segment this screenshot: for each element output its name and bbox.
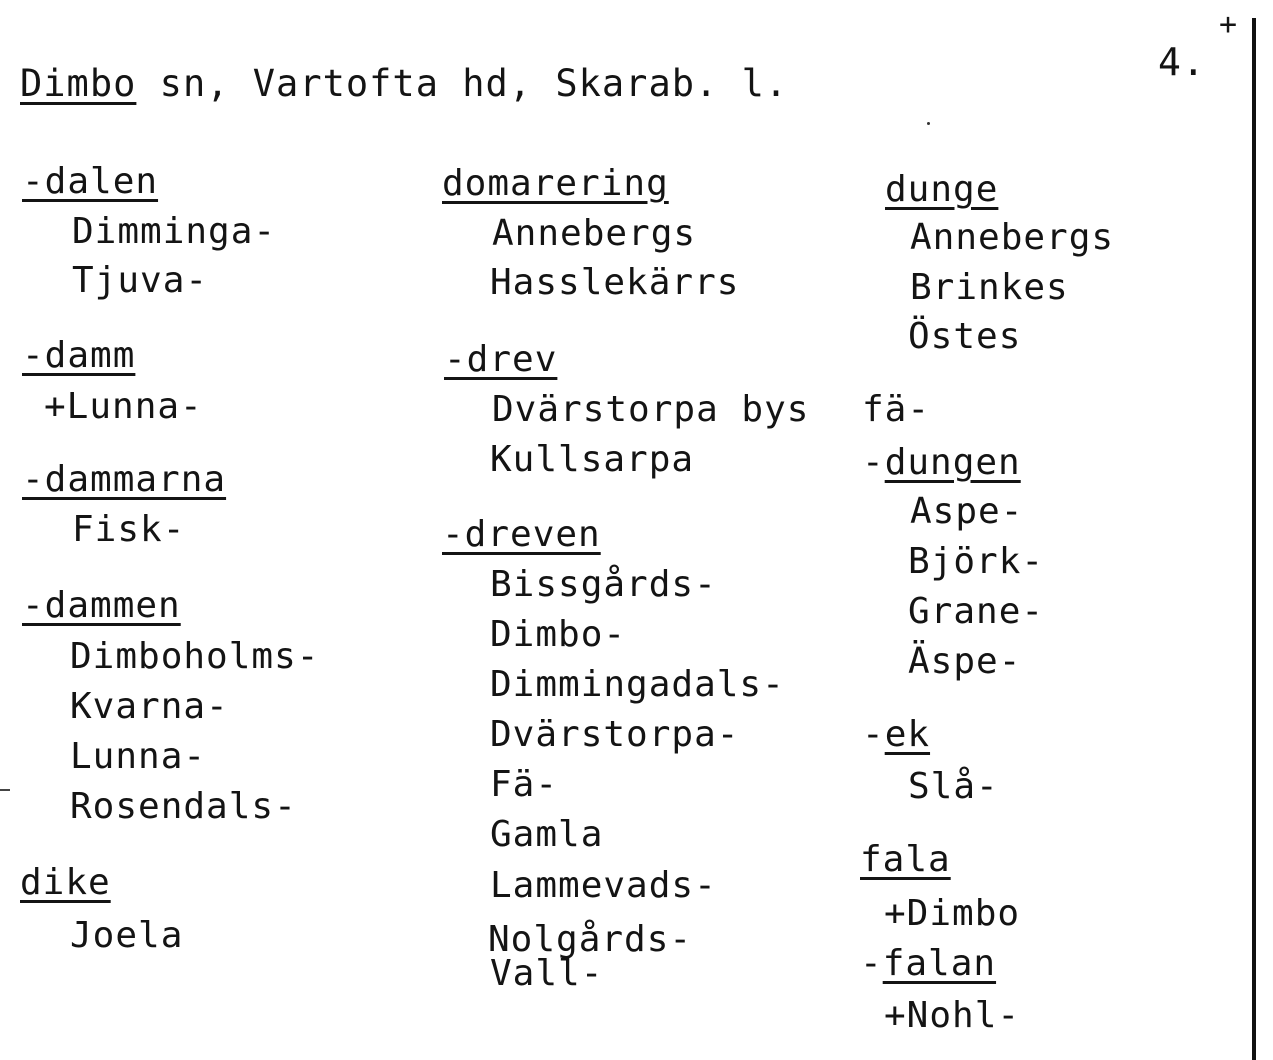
entry-heading: fala [860, 839, 951, 880]
entry-name: Annebergs [492, 213, 697, 254]
location-text: sn, Vartofta hd, Skarab. l. [136, 62, 789, 105]
entry-name: Joela [70, 915, 184, 956]
entry-name: Tjuva- [72, 260, 209, 301]
entry-heading: -dammarna [22, 459, 227, 500]
entry-name: Bissgårds- [490, 564, 717, 605]
entry-name: Slå- [908, 766, 999, 807]
entry-name: Hasslekärrs [490, 262, 740, 303]
entry-heading: -ek [862, 714, 931, 755]
entry-name: Dimboholms- [70, 636, 320, 677]
entry-name: Nolgårds- [488, 919, 693, 960]
entry-name: +Lunna- [44, 386, 203, 427]
entry-name: Fä- [490, 764, 559, 805]
entry-name: Lammevads- [490, 865, 717, 906]
entry-name: +Nohl- [884, 995, 1021, 1036]
entry-heading: dunge [885, 169, 999, 210]
entry-name: Dimbo- [490, 614, 627, 655]
entry-name: fä- [862, 389, 931, 430]
entry-heading: -dreven [442, 514, 601, 555]
entry-name: Kullsarpa [490, 439, 695, 480]
entry-heading: -dalen [22, 161, 159, 202]
entry-name: Östes [908, 316, 1022, 357]
entry-heading: -dungen [862, 442, 1021, 483]
margin-tick [0, 789, 10, 791]
entry-heading: -damm [22, 335, 136, 376]
card-edge-line [1252, 18, 1256, 1060]
speck [927, 122, 930, 125]
entry-heading: dike [20, 862, 111, 903]
page-number: 4. [1158, 40, 1206, 84]
entry-name: Äspe- [908, 641, 1022, 682]
entry-name: Annebergs [910, 217, 1115, 258]
entry-name: Dimminga- [72, 211, 277, 252]
entry-heading: -dammen [22, 585, 181, 626]
parish-name: Dimbo [20, 62, 137, 105]
entry-name: Grane- [908, 591, 1045, 632]
entry-heading: -drev [444, 339, 558, 380]
entry-heading: -falan [860, 943, 997, 984]
entry-name: +Dimbo [884, 893, 1021, 934]
entry-name: Dvärstorpa- [490, 714, 740, 755]
entry-name: Rosendals- [70, 786, 297, 827]
card-header [20, 64, 788, 104]
entry-name: Lunna- [70, 736, 207, 777]
entry-name: Kvarna- [70, 686, 229, 727]
entry-name: Björk- [908, 541, 1045, 582]
entry-name: Aspe- [910, 491, 1024, 532]
entry-heading: domarering [442, 163, 669, 204]
entry-name: Dimmingadals- [490, 664, 785, 705]
entry-name: Dvärstorpa bys [492, 389, 810, 430]
plus-mark: + [1219, 7, 1239, 42]
entry-name: Fisk- [72, 509, 186, 550]
entry-name: Brinkes [910, 267, 1069, 308]
entry-name: Vall- [490, 953, 604, 994]
entry-name: Gamla [490, 814, 604, 855]
